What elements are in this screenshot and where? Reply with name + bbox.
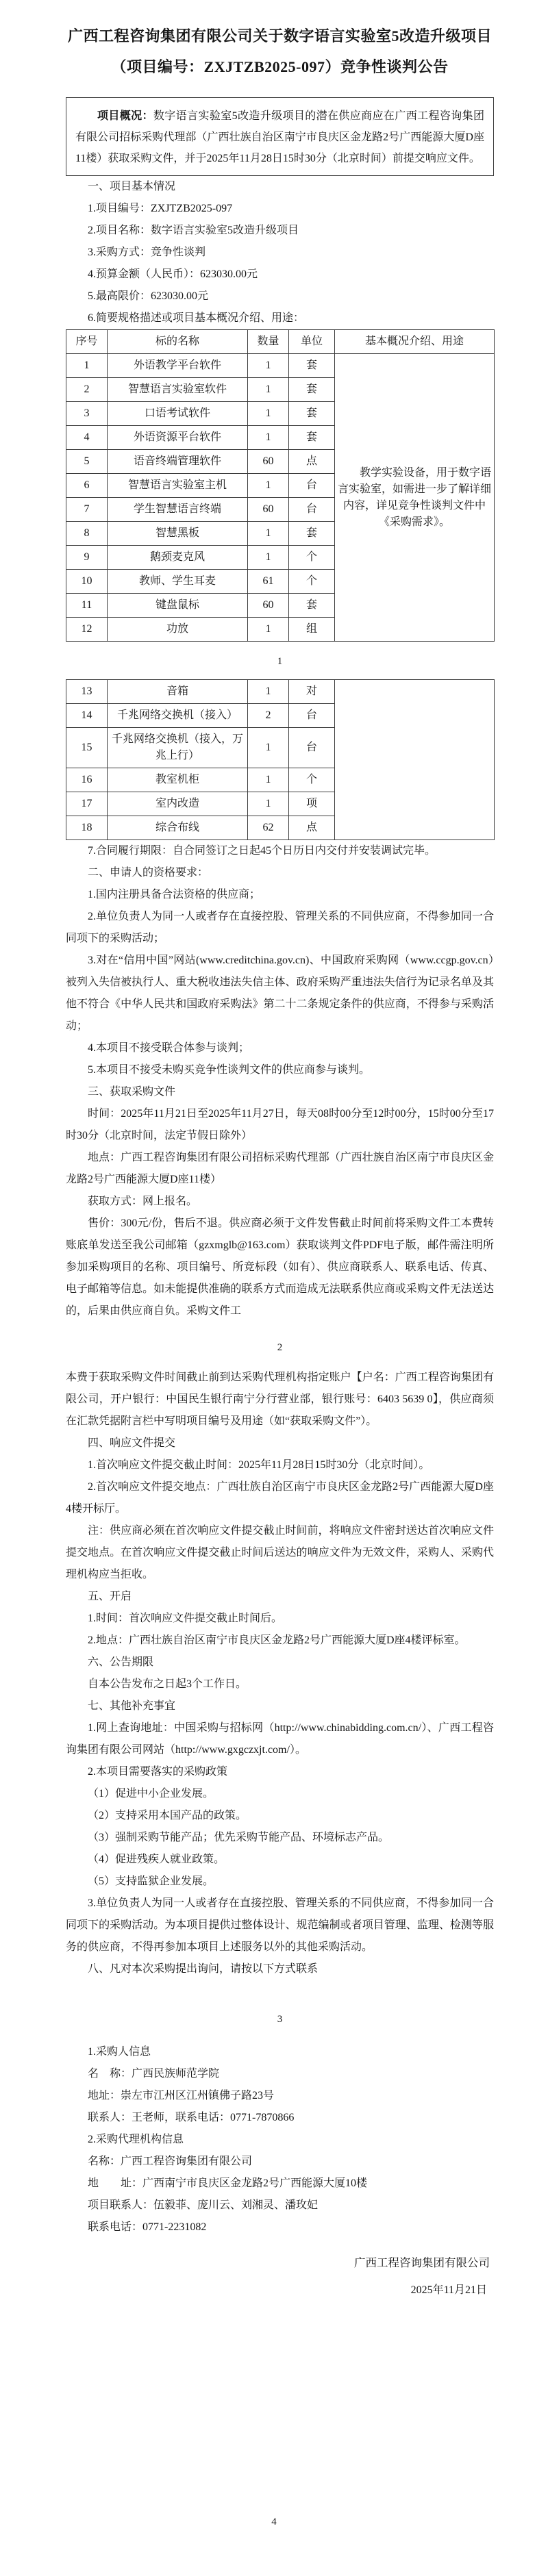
cell-qty: 60 (248, 594, 289, 618)
policy-item: （3）强制采购节能产品；优先采购节能产品、环境标志产品。 (88, 1832, 390, 1843)
cell-name: 千兆网络交换机（接入，万兆上行） (108, 728, 248, 768)
cell-qty: 60 (248, 450, 289, 474)
cell-seq: 18 (66, 816, 108, 840)
qualification-item: 2.单位负责人为同一人或者存在直接控股、管理关系的不同供应商，不得参加同一合同项下的采购活动； (66, 911, 494, 944)
cell-name: 外语资源平台软件 (108, 426, 248, 450)
cell-name: 鹅颈麦克风 (108, 546, 248, 570)
cell-qty: 60 (248, 498, 289, 522)
signature-company: 广西工程咨询集团有限公司 (354, 2256, 490, 2269)
cell-unit: 点 (289, 450, 335, 474)
cell-unit: 个 (289, 546, 335, 570)
cell-qty: 2 (248, 704, 289, 728)
qualification-item: 5.本项目不接受未购买竞争性谈判文件的供应商参与谈判。 (88, 1064, 371, 1076)
cell-seq: 3 (66, 402, 108, 426)
submission-deadline: 1.首次响应文件提交截止时间：2025年11月28日15时30分（北京时间）。 (88, 1459, 430, 1471)
project-overview-box (66, 97, 494, 176)
cell-unit: 套 (289, 354, 335, 378)
cell-seq: 15 (66, 728, 108, 768)
table-row (66, 680, 495, 704)
cell-name: 音箱 (108, 680, 248, 704)
policy-item: （2）支持采用本国产品的政策。 (88, 1810, 247, 1821)
section8-heading: 八、凡对本次采购提出询问，请按以下方式联系 (88, 1963, 319, 1975)
section3-heading: 三、获取采购文件 (88, 1086, 176, 1098)
table-merged-note-continued (335, 680, 495, 840)
policy-item: （4）促进残疾人就业政策。 (88, 1854, 225, 1865)
page-number-4: 4 (271, 2516, 277, 2527)
cell-qty: 1 (248, 792, 289, 816)
title-line-2: （项目编号：ZXJTZB2025-097）竞争性谈判公告 (111, 58, 449, 75)
section1-heading: 一、项目基本情况 (88, 181, 176, 192)
cell-qty: 1 (248, 474, 289, 498)
section2-heading: 二、申请人的资格要求： (88, 867, 209, 879)
cell-unit: 台 (289, 728, 335, 768)
agency-name: 名称：广西工程咨询集团有限公司 (88, 2156, 253, 2167)
cell-qty: 1 (248, 378, 289, 402)
cell-unit: 个 (289, 768, 335, 792)
cell-unit: 套 (289, 522, 335, 546)
cell-unit: 点 (289, 816, 335, 840)
buyer-info-title: 1.采购人信息 (88, 2046, 151, 2058)
cell-name: 室内改造 (108, 792, 248, 816)
cell-seq: 7 (66, 498, 108, 522)
cell-unit: 项 (289, 792, 335, 816)
buyer-name: 名 称：广西民族师范学院 (88, 2068, 220, 2080)
cell-seq: 11 (66, 594, 108, 618)
cell-seq: 8 (66, 522, 108, 546)
column-header-name: 标的名称 (108, 330, 248, 354)
column-header-overview: 基本概况介绍、用途 (335, 330, 495, 354)
cell-name: 教师、学生耳麦 (108, 570, 248, 594)
cell-seq: 5 (66, 450, 108, 474)
cell-unit: 套 (289, 426, 335, 450)
announcement-period: 自本公告发布之日起3个工作日。 (88, 1678, 247, 1690)
document-acquisition-time: 时间：2025年11月21日至2025年11月27日，每天08时00分至12时00分，15时00分至17时30分（北京时间，法定节假日除外） (66, 1108, 494, 1141)
document-price-paragraph-continued: 本费于获取采购文件时间截止前到达采购代理机构指定账户【户名：广西工程咨询集团有限公司，开户银行：中国民生银行南宁分行营业部，银行账号：6403 5639 0】，供应商须在汇款凭据附言栏中写明项目编号及用途（如“获取采购文件”）。 (66, 1372, 494, 1427)
cell-unit: 对 (289, 680, 335, 704)
submission-note: 注：供应商必须在首次响应文件提交截止时间前，将响应文件密封送达首次响应文件提交地点。在首次响应文件提交截止时间后送达的响应文件为无效文件，采购人、采购代理机构应当拒收。 (66, 1525, 494, 1580)
agency-address: 地 址：广西南宁市良庆区金龙路2号广西能源大厦10楼 (88, 2177, 368, 2189)
cell-seq: 6 (66, 474, 108, 498)
goods-table-header-row (66, 330, 495, 354)
cell-name: 智慧黑板 (108, 522, 248, 546)
cell-qty: 1 (248, 522, 289, 546)
cell-name: 键盘鼠标 (108, 594, 248, 618)
cell-unit: 套 (289, 594, 335, 618)
cell-name: 口语考试软件 (108, 402, 248, 426)
goods-table-part2 (66, 679, 495, 840)
procurement-method: 3.采购方式：竞争性谈判 (88, 247, 206, 258)
document-acquisition-method: 获取方式：网上报名。 (88, 1196, 198, 1207)
cell-qty: 62 (248, 816, 289, 840)
cell-name: 智慧语言实验室软件 (108, 378, 248, 402)
budget-amount: 4.预算金额（人民币）：623030.00元 (88, 268, 258, 280)
cell-name: 教室机柜 (108, 768, 248, 792)
document-price-paragraph: 售价：300元/份，售后不退。供应商必须于文件发售截止时间前将采购文件工本费转账底单发送至我公司邮箱（gzxmglb@163.com）获取谈判文件PDF电子版，邮件需注明所参加采购项目的名称、项目编号、所竞标段（如有）、供应商联系人、联系电话、传真、电子邮箱等信息。如未能提供准确的联系方式而造成无法联系供应商或采购文件无法送达的，后果由供应商自负。采购文件工 (66, 1217, 494, 1317)
page-number-2: 2 (277, 1342, 283, 1353)
agency-phone: 联系电话：0771-2231082 (88, 2221, 207, 2233)
project-overview-paragraph (75, 105, 484, 169)
buyer-address: 地址：崇左市江州区江州镇佛子路23号 (88, 2090, 275, 2101)
contract-period: 7.合同履行期限：自合同签订之日起45个日历日内交付并安装调试完毕。 (88, 845, 436, 857)
section7-heading: 七、其他补充事宜 (88, 1700, 176, 1712)
spec-description-label: 6.简要规格描述或项目基本概况介绍、用途： (88, 312, 305, 324)
project-name: 2.项目名称：数字语言实验室5改造升级项目 (88, 225, 299, 236)
cell-unit: 台 (289, 498, 335, 522)
cell-qty: 1 (248, 618, 289, 642)
section5-heading: 五、开启 (88, 1591, 132, 1602)
buyer-contact: 联系人：王老师，联系电话：0771-7870866 (88, 2112, 295, 2123)
signature-block (66, 2249, 494, 2304)
section6-heading: 六、公告期限 (88, 1656, 154, 1668)
price-ceiling: 5.最高限价：623030.00元 (88, 290, 209, 302)
same-person-restriction: 3.单位负责人为同一人或者存在直接控股、管理关系的不同供应商，不得参加同一合同项下的采购活动。为本项目提供过整体设计、规范编制或者项目管理、监理、检测等服务的供应商，不得再参加本项目上述服务以外的其他采购活动。 (66, 1897, 494, 1953)
document-title (66, 21, 494, 82)
cell-name: 综合布线 (108, 816, 248, 840)
cell-name: 学生智慧语言终端 (108, 498, 248, 522)
agency-info-title: 2.采购代理机构信息 (88, 2134, 184, 2145)
cell-qty: 1 (248, 728, 289, 768)
qualification-item: 4.本项目不接受联合体参与谈判； (88, 1042, 250, 1054)
cell-unit: 个 (289, 570, 335, 594)
cell-name: 外语教学平台软件 (108, 354, 248, 378)
table-merged-note: 教学实验设备，用于数字语言实验室，如需进一步了解详细内容，详见竞争性谈判文件中《采购需求》。 (335, 354, 495, 642)
cell-seq: 16 (66, 768, 108, 792)
cell-seq: 13 (66, 680, 108, 704)
policy-item: （5）支持监狱企业发展。 (88, 1876, 214, 1887)
cell-unit: 套 (289, 378, 335, 402)
cell-seq: 17 (66, 792, 108, 816)
goods-table-part1 (66, 329, 495, 642)
overview-label: 项目概况： (97, 110, 153, 122)
overview-text: 数字语言实验室5改造升级项目的潜在供应商应在广西工程咨询集团有限公司招标采购代理部（广西壮族自治区南宁市良庆区金龙路2号广西能源大厦D座11楼）获取采购文件，并于2025年11月28日15时30分（北京时间）前提交响应文件。 (75, 110, 484, 164)
section4-heading: 四、响应文件提交 (88, 1437, 176, 1449)
cell-qty: 1 (248, 546, 289, 570)
cell-seq: 12 (66, 618, 108, 642)
project-number: 1.项目编号：ZXJTZB2025-097 (88, 203, 233, 214)
cell-qty: 1 (248, 426, 289, 450)
column-header-seq: 序号 (66, 330, 108, 354)
qualification-item: 3.对在“信用中国”网站(www.creditchina.gov.cn)、中国政府采购网（www.ccgp.gov.cn）被列入失信被执行人、重大税收违法失信主体、政府采购严重违法失信行为记录名单及其他不符合《中华人民共和国政府采购法》第二十二条规定条件的供应商，不得参与采购活动； (66, 955, 494, 1032)
opening-place: 2.地点：广西壮族自治区南宁市良庆区金龙路2号广西能源大厦D座4楼评标室。 (88, 1634, 466, 1646)
cell-name: 语音终端管理软件 (108, 450, 248, 474)
agency-contact: 项目联系人：伍毅菲、庞川云、刘湘灵、潘玫妃 (88, 2199, 319, 2211)
cell-name: 功放 (108, 618, 248, 642)
cell-seq: 14 (66, 704, 108, 728)
cell-unit: 台 (289, 704, 335, 728)
cell-unit: 组 (289, 618, 335, 642)
policy-heading: 2.本项目需要落实的采购政策 (88, 1766, 228, 1778)
submission-place: 2.首次响应文件提交地点：广西壮族自治区南宁市良庆区金龙路2号广西能源大厦D座4楼开标厅。 (66, 1481, 494, 1515)
cell-qty: 1 (248, 680, 289, 704)
column-header-qty: 数量 (248, 330, 289, 354)
cell-unit: 套 (289, 402, 335, 426)
column-header-unit: 单位 (289, 330, 335, 354)
document-acquisition-place: 地点：广西工程咨询集团有限公司招标采购代理部（广西壮族自治区南宁市良庆区金龙路2号广西能源大厦D座11楼） (66, 1152, 494, 1185)
signature-date: 2025年11月21日 (410, 2284, 487, 2296)
online-query-address: 1.网上查询地址：中国采购与招标网（http://www.chinabidding.com.cn/）、广西工程咨询集团有限公司网站（http://www.gxgczxjt.com/）。 (66, 1722, 494, 1756)
cell-qty: 1 (248, 768, 289, 792)
page-number-3: 3 (277, 2014, 283, 2025)
opening-time: 1.时间：首次响应文件提交截止时间后。 (88, 1613, 283, 1624)
cell-seq: 2 (66, 378, 108, 402)
cell-seq: 4 (66, 426, 108, 450)
cell-qty: 1 (248, 402, 289, 426)
cell-qty: 61 (248, 570, 289, 594)
qualification-item: 1.国内注册具备合法资格的供应商； (88, 889, 261, 900)
cell-seq: 9 (66, 546, 108, 570)
cell-unit: 台 (289, 474, 335, 498)
table-row (66, 354, 495, 378)
page-number-1: 1 (277, 656, 283, 667)
cell-seq: 1 (66, 354, 108, 378)
cell-name: 智慧语言实验室主机 (108, 474, 248, 498)
policy-item: （1）促进中小企业发展。 (88, 1788, 214, 1800)
cell-name: 千兆网络交换机（接入） (108, 704, 248, 728)
title-line-1: 广西工程咨询集团有限公司关于数字语言实验室5改造升级项目 (67, 27, 492, 45)
cell-qty: 1 (248, 354, 289, 378)
cell-seq: 10 (66, 570, 108, 594)
